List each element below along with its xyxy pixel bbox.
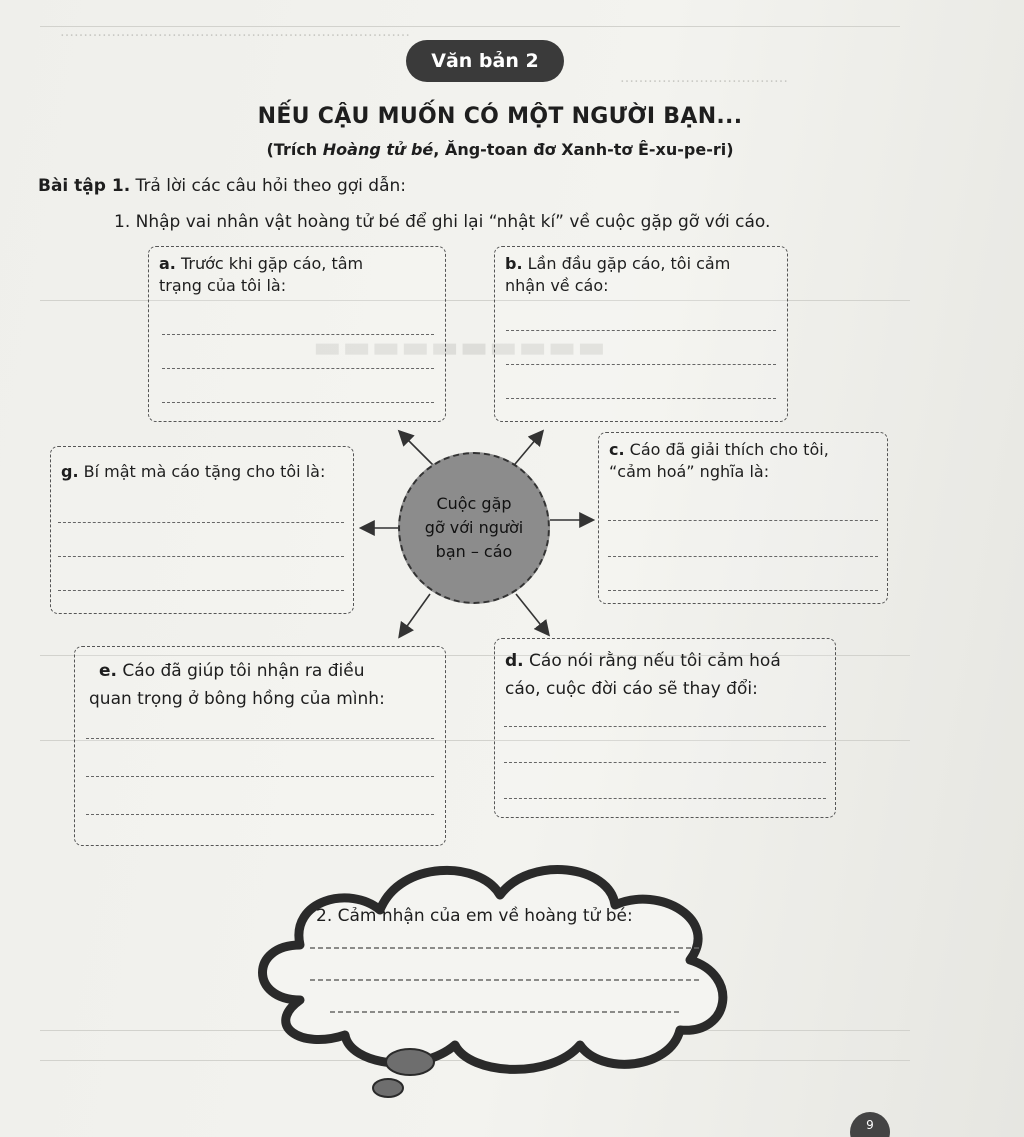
box-prompt: Cáo nói rằng nếu tôi cảm hoá — [523, 651, 781, 671]
center-line-3: bạn – cáo — [435, 542, 513, 561]
box-prompt: Cáo đã giúp tôi nhận ra điều — [117, 661, 365, 681]
arrow-to-e — [400, 594, 430, 636]
box-prompt: Bí mật mà cáo tặng cho tôi là: — [78, 462, 326, 481]
bleed-through-text: ………………………………………………………………… — [60, 24, 410, 40]
box-letter: g. — [61, 462, 79, 481]
box-letter: e. — [99, 661, 117, 681]
box-prompt-cont: nhận về cáo: — [505, 276, 609, 295]
center-line-1: Cuộc gặp — [436, 494, 512, 513]
cloud-bubble — [373, 1079, 403, 1097]
box-prompt: Lần đầu gặp cáo, tôi cảm — [522, 254, 731, 273]
box-letter: c. — [609, 440, 625, 459]
box-letter: d. — [505, 651, 524, 671]
question-2: 2. Cảm nhận của em về hoàng tử bé: — [316, 906, 633, 926]
box-prompt-cont: trạng của tôi là: — [159, 276, 287, 295]
box-prompt-cont: “cảm hoá” nghĩa là: — [609, 462, 770, 481]
thought-cloud — [230, 850, 750, 1100]
box-prompt: Trước khi gặp cáo, tâm — [175, 254, 364, 273]
box-prompt: Cáo đã giải thích cho tôi, — [624, 440, 829, 459]
center-topic-circle — [398, 452, 550, 604]
box-prompt-cont: quan trọng ở bông hồng của mình: — [89, 689, 385, 709]
exercise-label: Bài tập 1. — [38, 176, 131, 196]
page-number: 9 — [850, 1112, 890, 1137]
arrow-to-d — [516, 594, 548, 634]
source-work: Hoàng tử bé — [322, 140, 434, 159]
page-title: NẾU CẬU MUỐN CÓ MỘT NGƯỜI BẠN... — [257, 104, 743, 129]
bleed-through-text: ▬▬▬▬▬▬▬▬▬▬ — [312, 330, 606, 365]
cloud-bubble — [386, 1049, 434, 1075]
box-letter: b. — [505, 254, 523, 273]
exercise-instruction: Trả lời các câu hỏi theo gợi dẫn: — [130, 176, 406, 196]
source-prefix: (Trích — [266, 140, 323, 159]
center-line-2: gỡ với người — [424, 518, 524, 537]
question-1: 1. Nhập vai nhân vật hoàng tử bé để ghi lại “nhật kí” về cuộc gặp gỡ với cáo. — [114, 212, 771, 232]
box-letter: a. — [159, 254, 176, 273]
bleed-through-text: ……………………………… — [620, 70, 788, 86]
text-badge: Văn bản 2 — [406, 40, 564, 82]
source-author: , Ăng-toan đơ Xanh-tơ Ê-xu-pe-ri) — [433, 140, 734, 159]
box-prompt-cont: cáo, cuộc đời cáo sẽ thay đổi: — [505, 679, 758, 699]
